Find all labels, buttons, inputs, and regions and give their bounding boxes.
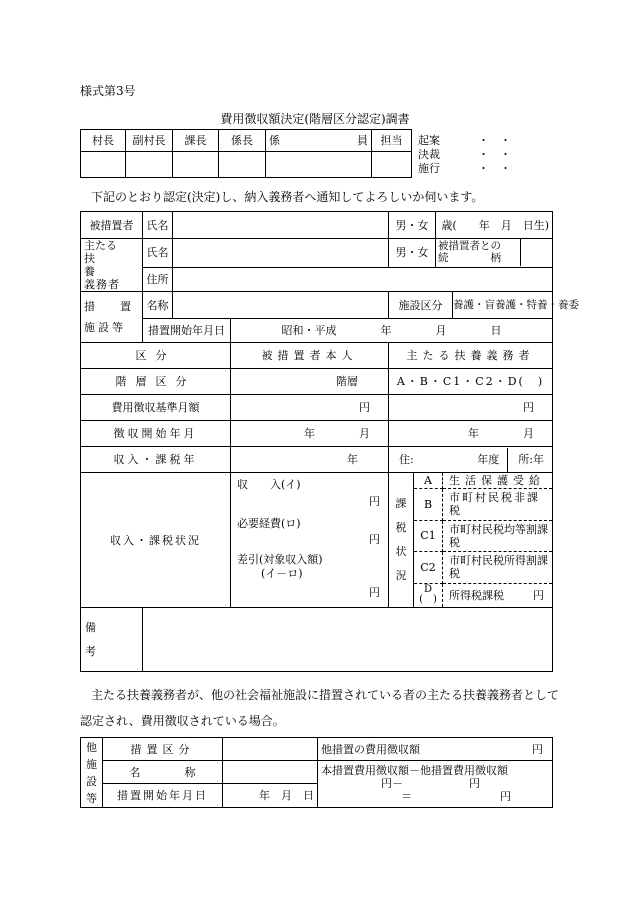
tax-code-d-line2: ( ) <box>419 594 437 606</box>
collection-start-person-value[interactable]: 年 月 <box>231 421 389 447</box>
approval-header-in-charge: 担当 <box>372 130 412 152</box>
income-tax-label: 所: <box>518 453 533 466</box>
approval-header-member: 員 <box>319 130 372 152</box>
date-label-enforcement: 施行 <box>418 162 440 175</box>
residence-tax-label: 住: <box>399 453 414 466</box>
supporter-address-input[interactable] <box>173 267 553 291</box>
remarks-char: 考 <box>85 644 96 658</box>
person-age[interactable]: 歳( 年 月 日生) <box>436 212 553 239</box>
tax-status-char: 状 <box>395 545 407 558</box>
person-name-label: 氏名 <box>143 212 173 239</box>
supporter-relation <box>436 239 553 268</box>
stamp-box[interactable] <box>173 152 219 178</box>
facility-start-value[interactable]: 昭和・平成 年 月 日 <box>231 319 553 343</box>
other-label-char: 他 <box>86 740 97 754</box>
relation-input[interactable] <box>521 239 552 266</box>
other-name-input[interactable] <box>223 761 318 784</box>
other-calc-line3[interactable]: ＝ 円 <box>401 790 511 803</box>
other-label-char: 設 <box>86 774 97 788</box>
tax-status-char: 課 <box>395 497 407 510</box>
approval-header-subsection-chief: 係長 <box>219 130 266 152</box>
collection-start-label: 徴収開始年月 <box>81 421 231 447</box>
form-number: 様式第3号 <box>80 84 136 98</box>
other-facility-label <box>81 738 103 808</box>
header-supporter: 主たる扶養義務者 <box>389 343 553 369</box>
header-category: 区分 <box>81 343 231 369</box>
income-tax-value[interactable]: 年 <box>533 453 544 466</box>
base-amount-supporter-unit[interactable]: 円 <box>389 395 553 421</box>
base-amount-person-unit[interactable]: 円 <box>231 395 389 421</box>
tax-option-d-unit: 円 <box>533 588 544 602</box>
facility-section-label <box>81 292 143 343</box>
residence-tax-value[interactable]: 年度 <box>477 453 500 466</box>
supporter-label-line2: 扶 養 <box>84 252 129 278</box>
relation-label-line2: 続 柄 <box>438 252 501 265</box>
note-line1: 主たる扶養義務者が、他の社会福祉施設に措置されている者の主たる扶養義務者として <box>91 688 560 702</box>
tax-option[interactable]: 生活保護受給 <box>443 473 553 489</box>
facility-type-options[interactable]: 養護・盲養護・特養・養委 <box>453 292 553 319</box>
approval-header-mayor: 村長 <box>81 130 126 152</box>
other-fee <box>318 738 553 761</box>
date-value-decision[interactable]: ・ ・ <box>478 148 511 161</box>
supporter-name-input[interactable] <box>173 239 389 268</box>
net-unit[interactable]: 円 <box>369 586 380 599</box>
stamp-box[interactable] <box>126 152 173 178</box>
net-label-line1: 差引(対象収入額) <box>237 553 323 566</box>
supporter-label-line1: 主たる <box>84 239 117 252</box>
facility-name-input[interactable] <box>173 292 389 319</box>
other-fee-unit[interactable]: 円 <box>532 742 543 756</box>
approval-header-vice-mayor: 副村長 <box>126 130 173 152</box>
tax-option-d[interactable] <box>443 583 553 607</box>
other-name-label: 名 称 <box>103 761 223 784</box>
stamp-box[interactable] <box>372 152 412 178</box>
tax-option[interactable]: 市町村民税非課税 <box>443 489 553 520</box>
other-label-char: 等 <box>86 791 97 805</box>
income-label: 収 入(イ) <box>237 478 301 491</box>
tax-option[interactable]: 市町村民税均等割課税 <box>443 520 553 551</box>
tax-code-d <box>414 583 443 607</box>
collection-start-supporter-value[interactable]: 年 月 <box>389 421 553 447</box>
facility-start-label: 措置開始年月日 <box>143 319 231 343</box>
date-label-draft: 起案 <box>418 134 440 147</box>
stamp-box[interactable] <box>266 152 372 178</box>
other-fee-label: 他措置の費用徴収額 <box>321 742 420 756</box>
approval-table <box>80 129 412 178</box>
other-facility-table <box>80 737 553 808</box>
tax-code: A <box>414 473 443 489</box>
tax-year-supporter <box>389 447 553 473</box>
person-sex[interactable]: 男・女 <box>389 212 436 239</box>
approval-dates <box>418 134 511 176</box>
tax-year-person-value[interactable]: 年 <box>231 447 389 473</box>
net-label-line2: (イ－ロ) <box>261 567 303 580</box>
rank-supporter-value[interactable]: A・B・C1・C2・D( ) <box>389 369 553 395</box>
approval-header-staff: 係 <box>266 130 319 152</box>
remarks-char: 備 <box>85 620 96 634</box>
other-calc-line1: 本措置費用徴収額－他措置費用徴収額 <box>321 764 508 777</box>
facility-label-line1: 措 置 <box>84 300 132 313</box>
tax-code: C2 <box>414 552 443 583</box>
supporter-section-label <box>81 239 143 292</box>
supporter-label-line3: 義務者 <box>84 278 120 291</box>
note-line2: 認定され、費用徴収されている場合。 <box>80 714 285 728</box>
other-calc-line2[interactable]: 円－ 円 <box>381 777 480 790</box>
other-calc <box>318 761 553 808</box>
tax-option[interactable]: 市町村民税所得割課税 <box>443 552 553 583</box>
supporter-name-label: 氏名 <box>143 239 173 268</box>
supporter-sex[interactable]: 男・女 <box>389 239 436 268</box>
rank-person-value[interactable]: 階層 <box>231 369 389 395</box>
tax-year-label: 収入・課税年 <box>81 447 231 473</box>
person-name-input[interactable] <box>173 212 389 239</box>
tax-status-options <box>414 473 553 608</box>
tax-status-char: 況 <box>395 569 407 582</box>
remarks-input[interactable] <box>143 608 553 672</box>
main-form-table <box>80 211 579 672</box>
relation-label-line1: 被措置者との <box>438 240 501 253</box>
rank-label: 階層区分 <box>81 369 231 395</box>
person-section-label: 被措置者 <box>81 212 143 239</box>
date-value-enforcement[interactable]: ・ ・ <box>478 162 511 175</box>
tax-code: C1 <box>414 520 443 551</box>
tax-code-d-line1: D <box>423 584 433 596</box>
other-start-value[interactable]: 年 月 日 <box>223 784 318 808</box>
date-value-draft[interactable]: ・ ・ <box>478 134 511 147</box>
income-unit[interactable]: 円 <box>369 495 380 508</box>
income-breakdown <box>231 473 389 608</box>
facility-label-line2: 施設等 <box>84 321 126 334</box>
other-start-label: 措置開始年月日 <box>103 784 223 808</box>
other-category-label: 措置区分 <box>103 738 223 761</box>
other-label-char: 施 <box>86 757 97 771</box>
tax-code: B <box>414 489 443 520</box>
base-amount-label: 費用徴収基準月額 <box>81 395 231 421</box>
other-category-input[interactable] <box>223 738 318 761</box>
intro-sentence: 下記のとおり認定(決定)し、納入義務者へ通知してよろしいか伺います。 <box>91 190 484 204</box>
expense-label: 必要経費(ロ) <box>237 517 301 530</box>
facility-type-label: 施設区分 <box>389 292 453 319</box>
doc-title: 費用徴収額決定(階層区分認定)調書 <box>220 112 410 126</box>
tax-status-label <box>389 473 414 608</box>
stamp-box[interactable] <box>219 152 266 178</box>
supporter-address-label: 住所 <box>143 267 173 291</box>
remarks-label <box>81 608 143 672</box>
expense-unit[interactable]: 円 <box>369 533 380 546</box>
date-label-decision: 決裁 <box>418 148 440 161</box>
stamp-box[interactable] <box>81 152 126 178</box>
header-person: 被措置者本人 <box>231 343 389 369</box>
facility-name-label: 名称 <box>143 292 173 319</box>
tax-status-char: 税 <box>395 521 407 534</box>
approval-header-section-chief: 課長 <box>173 130 219 152</box>
tax-option-d-label: 所得税課税 <box>449 588 504 602</box>
income-status-label: 収入・課税状況 <box>81 473 231 608</box>
